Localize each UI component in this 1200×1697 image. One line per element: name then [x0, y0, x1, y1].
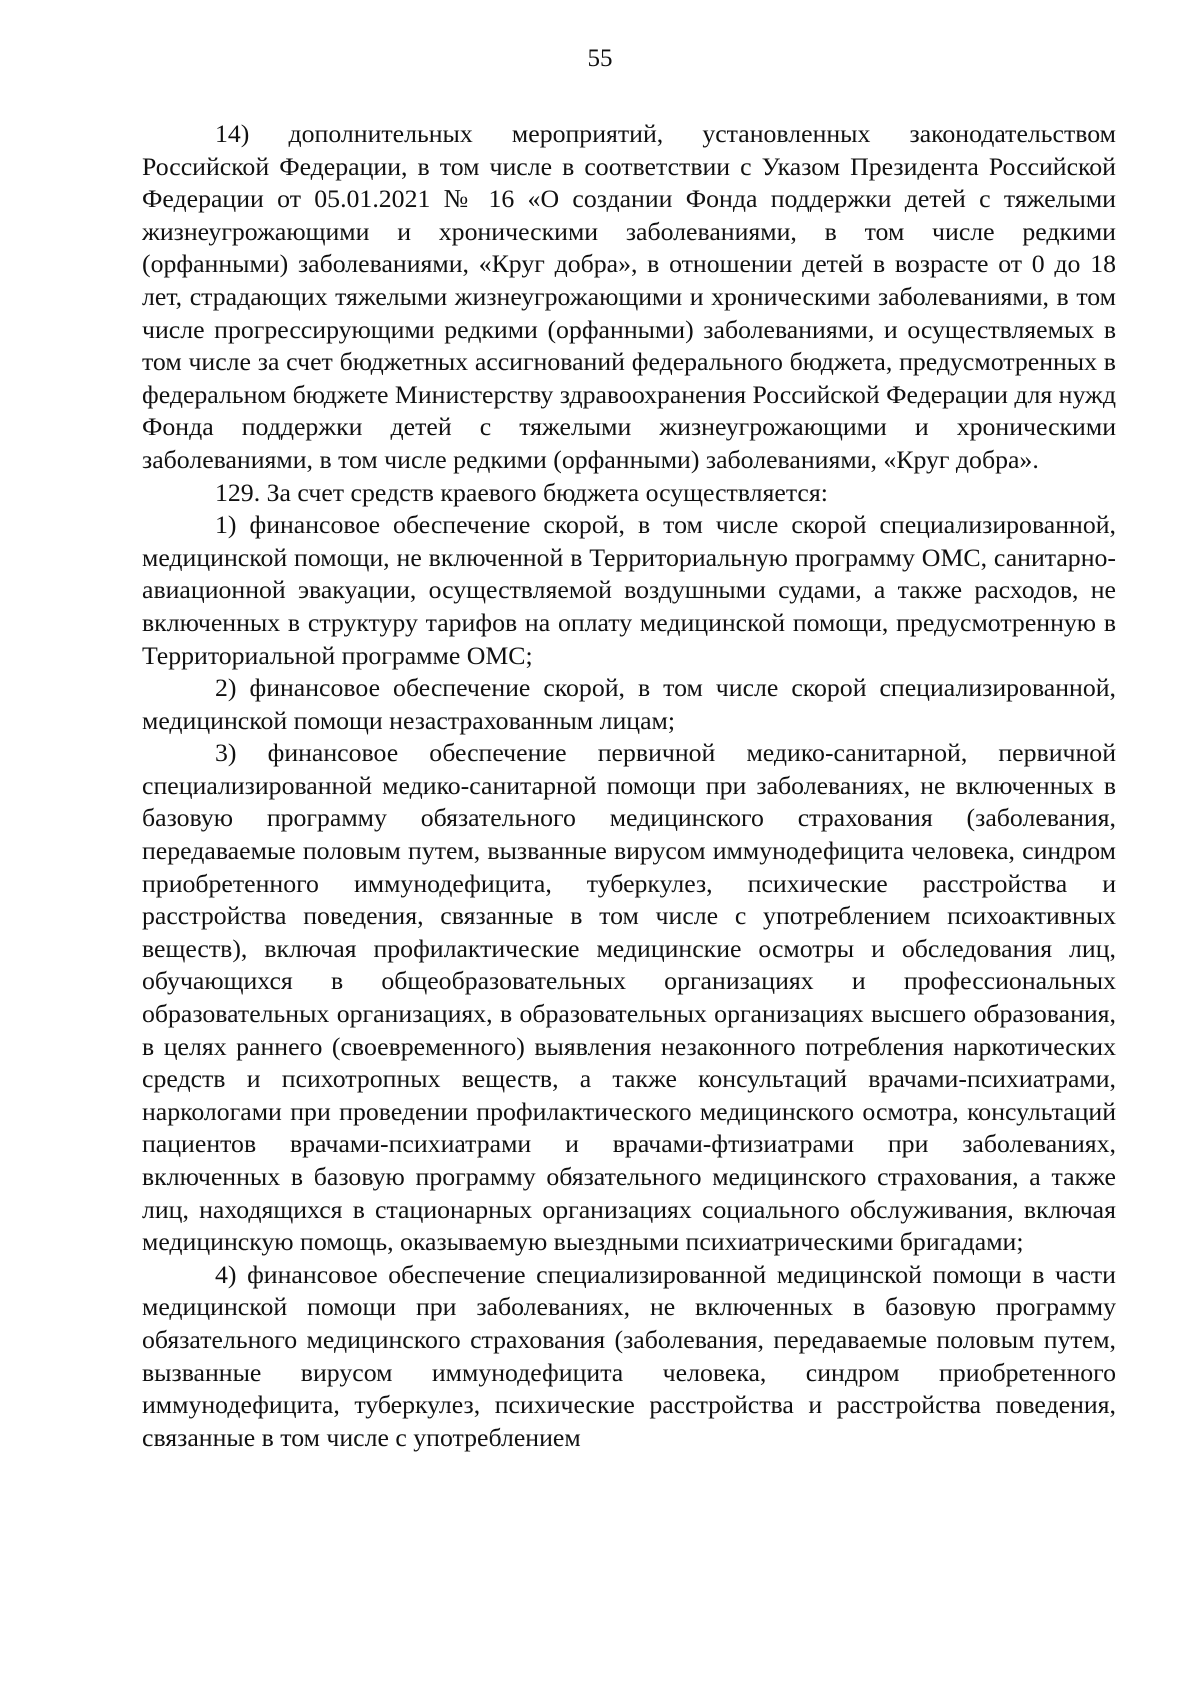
page-number: 55 — [587, 45, 613, 72]
paragraph-item-2: 2) финансовое обеспечение скорой, в том числе скорой специализированной, медицинской помощи незастрахованным лицам; — [142, 673, 1116, 735]
paragraph-item-4: 4) финансовое обеспечение специализированной медицинской помощи в части медицинской помощи при заболеваниях, не включенных в базовую программу обязательного медицинского страхования (заболевания, передаваемые половым путем, вызванные вирусом иммунодефицита человека, синдром приобретенного иммунодефицита, туберкулез, психические расстройства и расстройства поведения, связанные в том числе с употреблением — [142, 1259, 1116, 1452]
paragraph-item-3: 3) финансовое обеспечение первичной медико-санитарной, первичной специализированной медико-санитарной помощи при заболеваниях, не включенных в базовую программу обязательного медицинского страхования (заболевания, передаваемые половым путем, вызванные вирусом иммунодефицита человека, синдром приобретенного иммунодефицита, туберкулез, психические расстройства и расстройства поведения, связанные в том числе с употреблением психоактивных веществ), включая профилактические медицинские осмотры и обследования лиц, обучающихся в общеобразовательных организациях и профессиональных образовательных организациях, в образовательных организациях высшего образования, в целях раннего (своевременного) выявления незаконного потребления наркотических средств и психотропных веществ, а также консультаций врачами-психиатрами, наркологами при проведении профилактического медицинского осмотра, консультаций пациентов врачами-психиатрами и врачами-фтизиатрами при заболеваниях, включенных в базовую программу обязательного медицинского страхования, а также лиц, находящихся в стационарных организациях социального обслуживания, включая медицинскую помощь, оказываемую выездными психиатрическими бригадами; — [142, 738, 1116, 1257]
paragraph-item-1: 1) финансовое обеспечение скорой, в том числе скорой специализированной, медицинской помощи, не включенной в Территориальную программу ОМС, санитарно-авиационной эвакуации, осуществляемой воздушными судами, а также расходов, не включенных в структуру тарифов на оплату медицинской помощи, предусмотренную в Территориальной программе ОМС; — [142, 510, 1116, 670]
document-body — [142, 118, 1116, 1454]
paragraph-item-14: 14) дополнительных мероприятий, установленных законодательством Российской Федерации, в том числе в соответствии с Указом Президента Российской Федерации от 05.01.2021 № 16 «О создании Фонда поддержки детей с тяжелыми жизнеугрожающими и хроническими заболеваниями, в том числе редкими (орфанными) заболеваниями, «Круг добра», в отношении детей в возрасте от 0 до 18 лет, страдающих тяжелыми жизнеугрожающими и хроническими заболеваниями, в том числе прогрессирующими редкими (орфанными) заболеваниями, и осуществляемых в том числе за счет бюджетных ассигнований федерального бюджета, предусмотренных в федеральном бюджете Министерству здравоохранения Российской Федерации для нужд Фонда поддержки детей с тяжелыми жизнеугрожающими и хроническими заболеваниями, в том числе редкими (орфанными) заболеваниями, «Круг добра». — [142, 119, 1116, 474]
paragraph-clause-129: 129. За счет средств краевого бюджета осуществляется: — [215, 477, 828, 507]
